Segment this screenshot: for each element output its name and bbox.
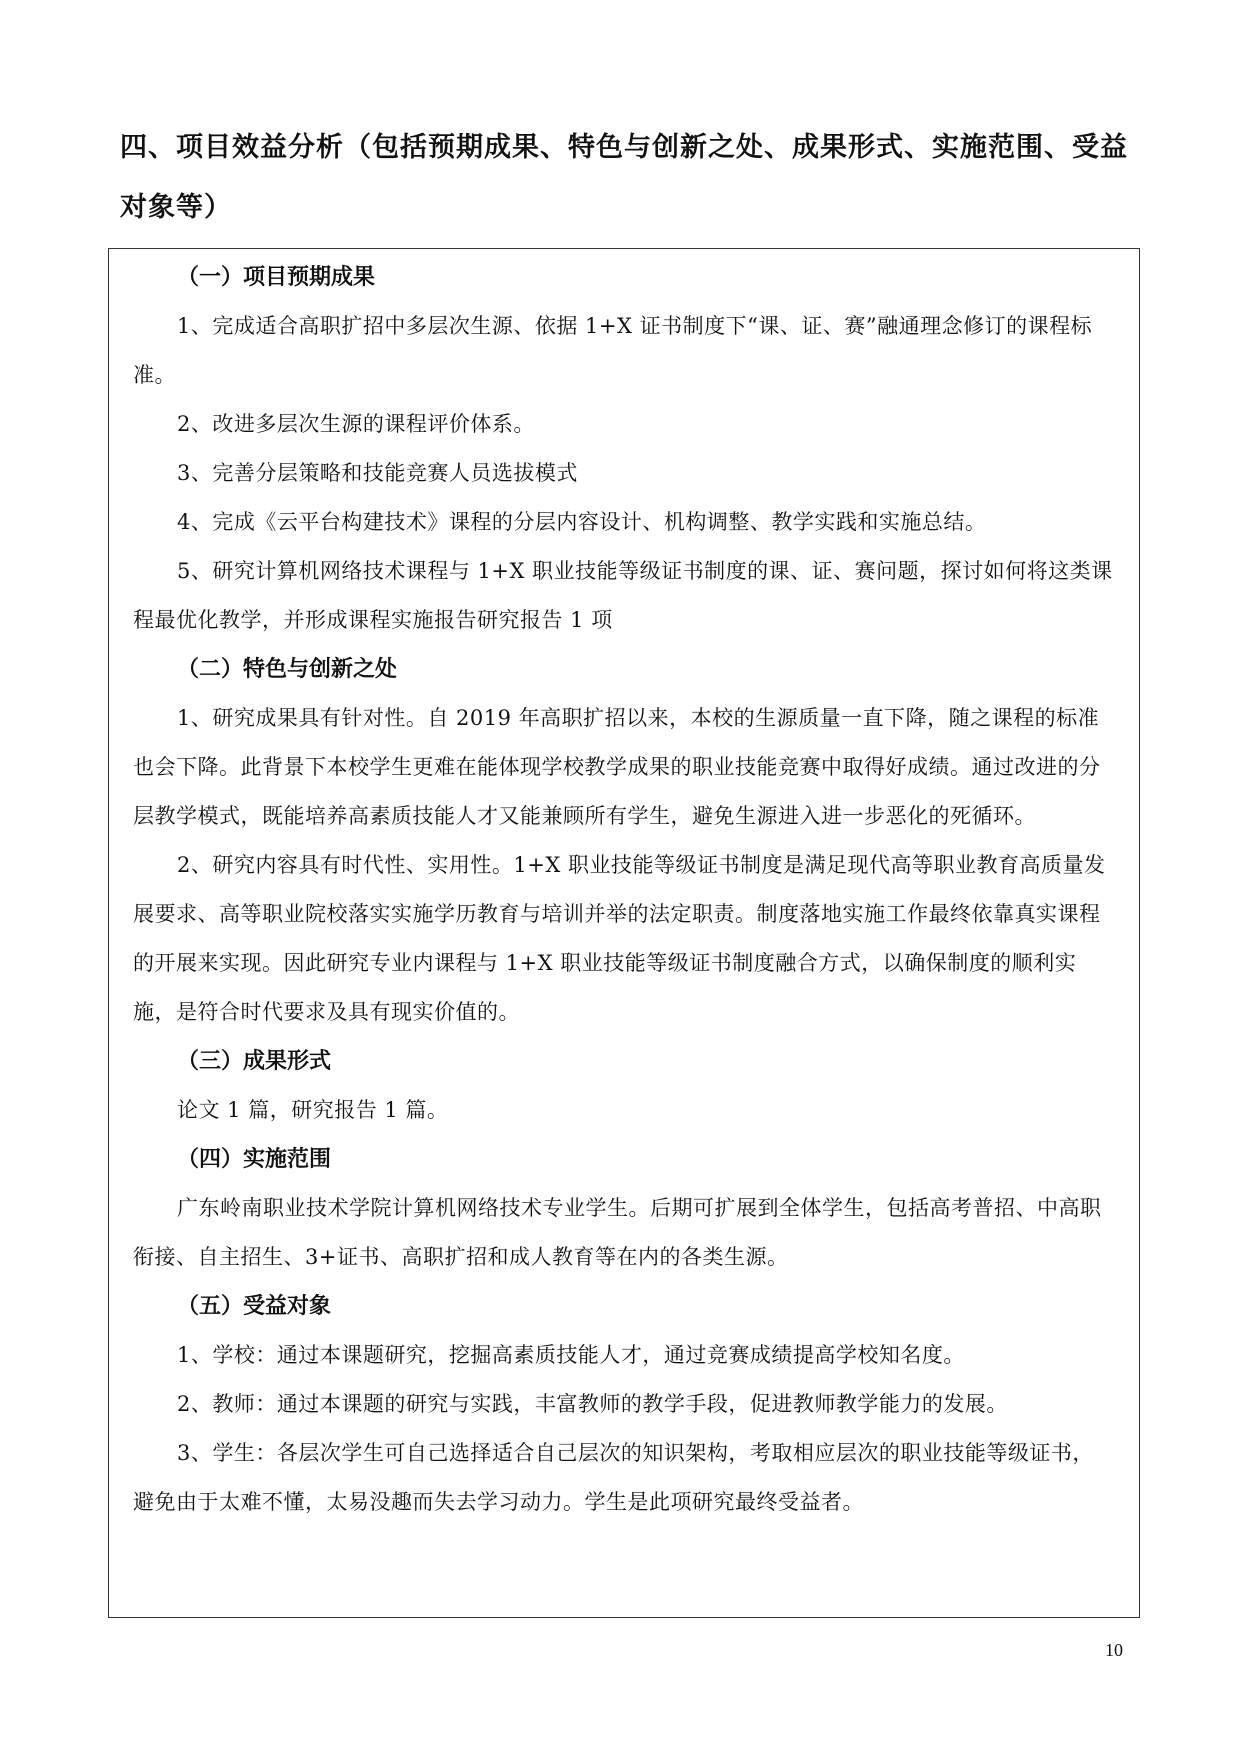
subsection-title-result-forms: （三）成果形式 xyxy=(177,1049,332,1074)
paragraph: 5、研究计算机网络技术课程与 1+X 职业技能等级证书制度的课、证、赛问题，探讨如何将这类课程最优化教学，并形成课程实施报告研究报告 1 项 xyxy=(133,559,1113,632)
paragraph: 1、完成适合高职扩招中多层次生源、依据 1+X 证书制度下“课、证、赛”融通理念修订的课程标准。 xyxy=(133,314,1093,387)
page-number: 10 xyxy=(1105,1640,1123,1660)
paragraph: 1、研究成果具有针对性。自 2019 年高职扩招以来，本校的生源质量一直下降，随之课程的标准也会下降。此背景下本校学生更难在能体现学校教学成果的职业技能竞赛中取得好成绩。通过改进的分层教学模式，既能培养高素质技能人才又能兼顾所有学生，避免生源进入进一步恶化的死循环。 xyxy=(133,706,1101,828)
paragraph: 4、完成《云平台构建技术》课程的分层内容设计、机构调整、教学实践和实施总结。 xyxy=(177,510,987,534)
paragraph: 3、学生：各层次学生可自己选择适合自己层次的知识架构，考取相应层次的职业技能等级证书，避免由于太难不懂，太易没趣而失去学习动力。学生是此项研究最终受益者。 xyxy=(133,1441,1094,1514)
subsection-title-features: （二）特色与创新之处 xyxy=(177,657,398,682)
paragraph: 3、完善分层策略和技能竞赛人员选拔模式 xyxy=(177,461,578,485)
section-heading: 四、项目效益分析（包括预期成果、特色与创新之处、成果形式、实施范围、受益对象等） xyxy=(120,132,1128,223)
subsection-title-scope: （四）实施范围 xyxy=(177,1147,332,1172)
paragraph: 广东岭南职业技术学院计算机网络技术专业学生。后期可扩展到全体学生，包括高考普招、中高职衔接、自主招生、3+证书、高职扩招和成人教育等在内的各类生源。 xyxy=(133,1196,1102,1269)
paragraph: 2、研究内容具有时代性、实用性。1+X 职业技能等级证书制度是满足现代高等职业教育高质量发展要求、高等职业院校落实实施学历教育与培训并举的法定职责。制度落地实施工作最终依靠真实课程的开展来实现。因此研究专业内课程与 1+X 职业技能等级证书制度融合方式，以确保制度的顺利实施，是符合时代要求及具有现实价值的。 xyxy=(133,853,1106,1024)
paragraph: 1、学校：通过本课题研究，挖掘高素质技能人才，通过竞赛成绩提高学校知名度。 xyxy=(177,1343,965,1367)
subsection-title-beneficiaries: （五）受益对象 xyxy=(177,1294,332,1319)
paragraph: 2、教师：通过本课题的研究与实践，丰富教师的教学手段，促进教师教学能力的发展。 xyxy=(177,1392,1008,1416)
paragraph: 论文 1 篇，研究报告 1 篇。 xyxy=(177,1098,449,1122)
content-box xyxy=(108,248,1140,1618)
paragraph: 2、改进多层次生源的课程评价体系。 xyxy=(177,412,535,436)
subsection-title-expected-results: （一）项目预期成果 xyxy=(177,265,376,290)
